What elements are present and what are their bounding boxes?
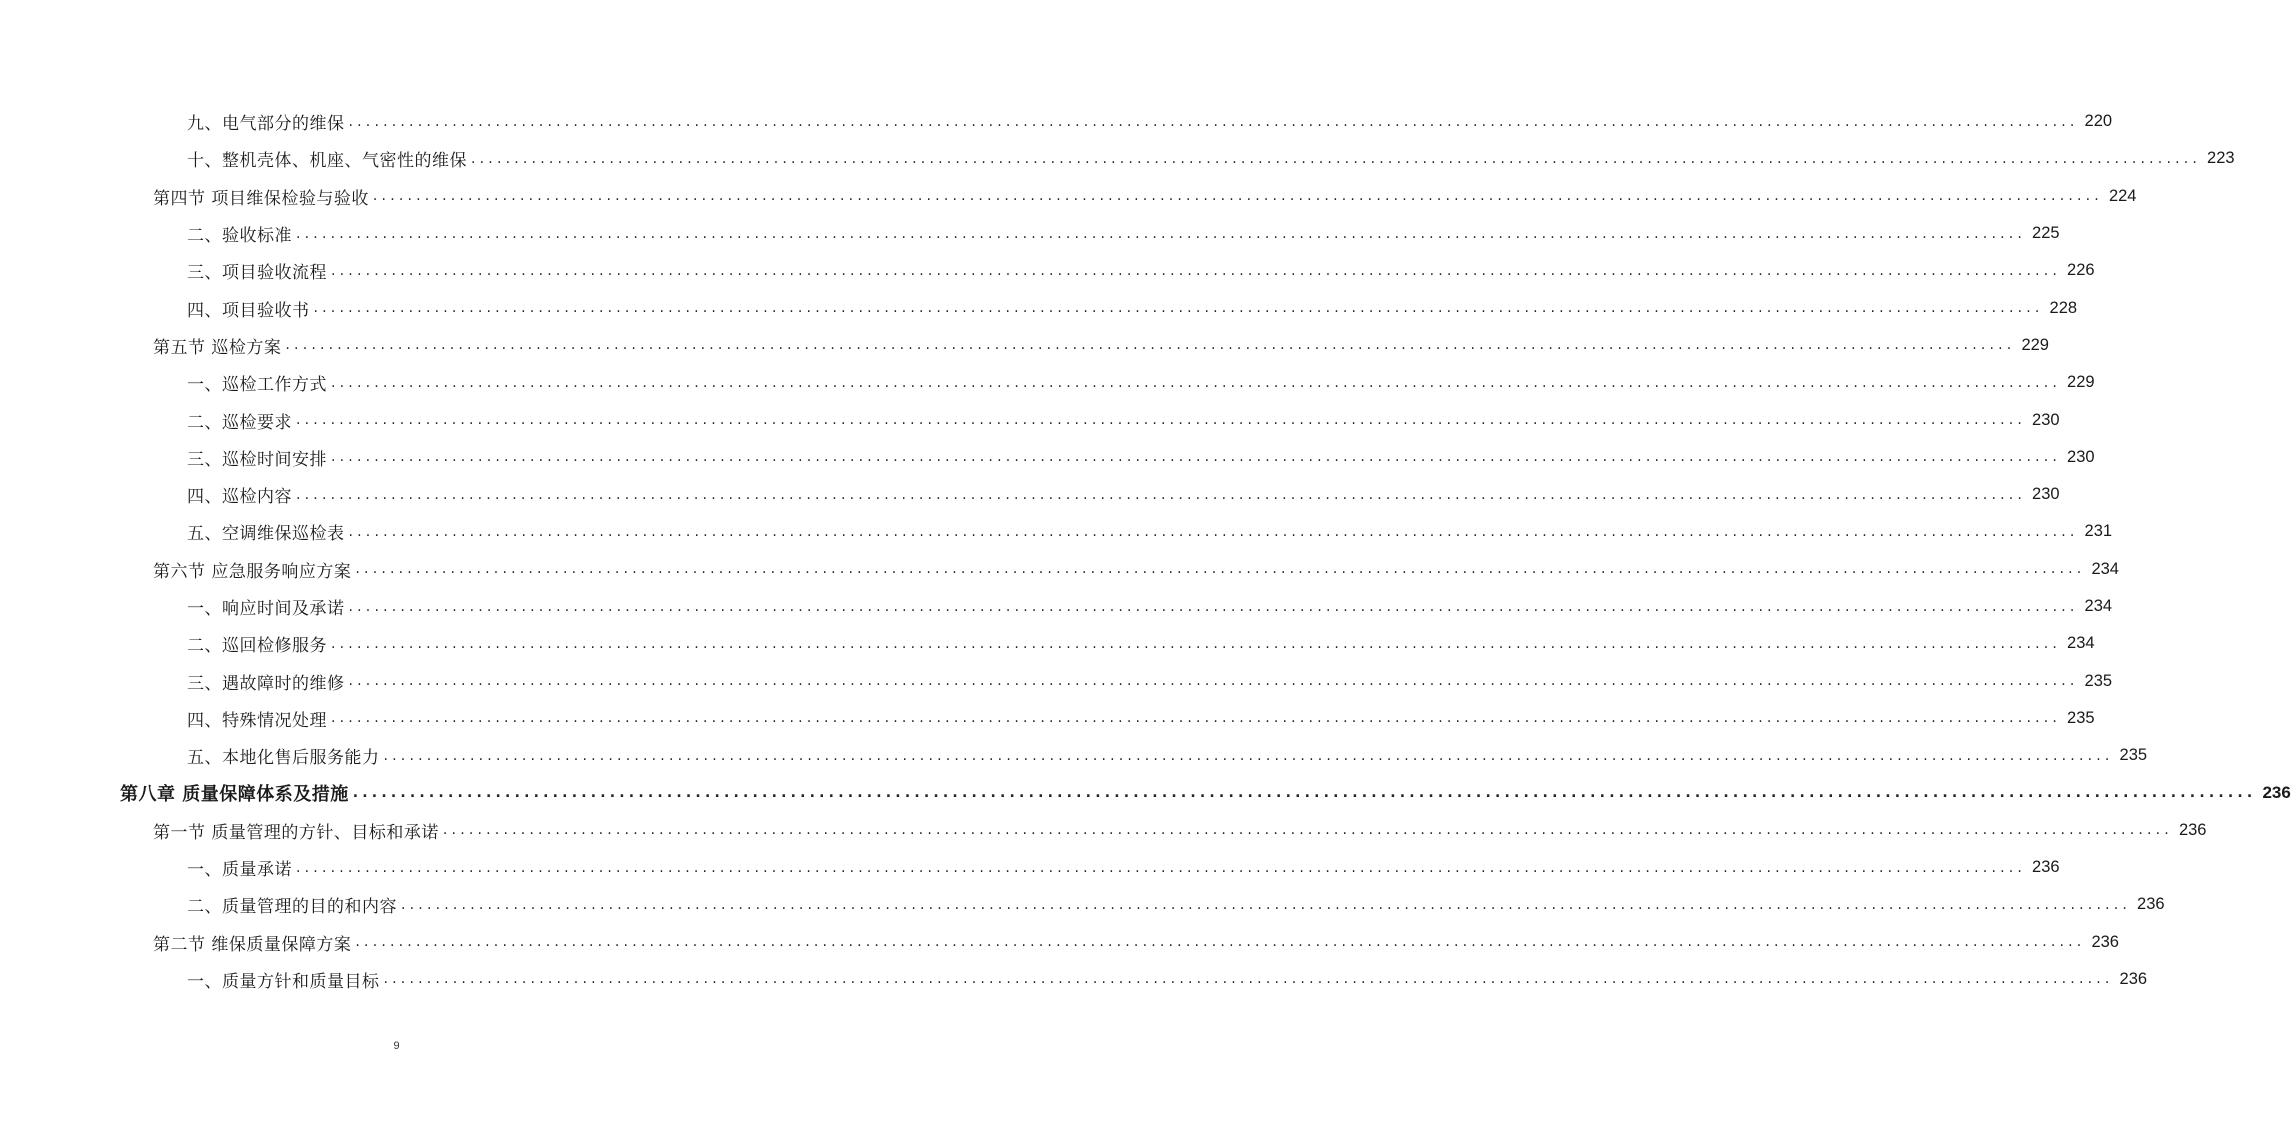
toc-dot-leader: ........................................................................................................................................................................................................	[401, 896, 2132, 913]
toc-entry[interactable]	[0, 774, 2291, 811]
toc-entry-page-number: 236	[2137, 895, 2165, 914]
toc-entry-label: 十、整机壳体、机座、气密性的维保	[187, 146, 469, 171]
toc-entry[interactable]	[0, 289, 2078, 326]
toc-entry-label: 一、响应时间及承诺	[187, 594, 347, 619]
toc-entry[interactable]	[0, 476, 2060, 513]
toc-entry[interactable]	[0, 588, 2113, 625]
toc-dot-leader: ........................................................................................................................................................................................................	[471, 150, 2202, 167]
toc-entry-label: 二、巡检要求	[187, 408, 294, 433]
toc-entry[interactable]	[0, 364, 2095, 401]
toc-entry-page-number: 220	[2084, 112, 2113, 131]
toc-entry-page-number: 225	[2032, 224, 2060, 243]
toc-entry[interactable]	[0, 252, 2095, 289]
toc-entry-page-number: 236	[2091, 932, 2119, 951]
toc-dot-leader: ........................................................................................................................................................................................................	[348, 113, 2079, 130]
toc-entry-label: 第八章 质量保障体系及措施	[120, 780, 351, 806]
toc-entry-label: 二、质量管理的目的和内容	[187, 892, 399, 917]
toc-entry-page-number: 236	[2119, 969, 2148, 988]
toc-entry[interactable]	[0, 700, 2095, 737]
toc-entry[interactable]	[0, 439, 2095, 476]
toc-entry[interactable]	[0, 849, 2060, 886]
toc-entry-label: 第五节 巡检方案	[153, 333, 283, 358]
toc-dot-leader: ........................................................................................................................................................................................................	[285, 337, 2016, 354]
toc-entry-label: 四、巡检内容	[187, 482, 294, 507]
toc-entry-label: 四、项目验收书	[187, 296, 312, 321]
toc-dot-leader: ........................................................................................................................................................................................................	[331, 635, 2062, 652]
toc-entry-label: 一、质量方针和质量目标	[187, 967, 382, 992]
toc-dot-leader: ........................................................................................................................................................................................................	[355, 561, 2086, 578]
toc-dot-leader: ........................................................................................................................................................................................................	[296, 225, 2027, 242]
toc-dot-leader: ........................................................................................................................................................................................................	[296, 486, 2027, 503]
toc-dot-leader: ........................................................................................................................................................................................................	[296, 859, 2027, 876]
toc-dot-leader: ........................................................................................................................................................................................................	[331, 262, 2062, 279]
toc-entry[interactable]	[0, 140, 2235, 177]
toc-entry[interactable]	[0, 551, 2119, 588]
toc-entry-page-number: 223	[2207, 149, 2235, 168]
toc-entry-label: 三、项目验收流程	[187, 258, 329, 283]
toc-entry[interactable]	[0, 812, 2207, 849]
toc-entry-page-number: 235	[2067, 708, 2095, 727]
toc-entry-page-number: 235	[2119, 746, 2148, 765]
toc-entry[interactable]	[0, 327, 2049, 364]
toc-dot-leader: ........................................................................................................................................................................................................	[383, 747, 2114, 764]
toc-entry-page-number: 224	[2108, 186, 2137, 205]
toc-entry-page-number: 228	[2049, 298, 2078, 317]
toc-dot-leader: ........................................................................................................................................................................................................	[331, 710, 2062, 727]
toc-dot-leader: ........................................................................................................................................................................................................	[372, 188, 2103, 205]
toc-entry[interactable]	[0, 924, 2119, 961]
toc-entry[interactable]	[0, 103, 2113, 140]
toc-entry-page-number: 230	[2032, 410, 2060, 429]
toc-dot-leader: ........................................................................................................................................................................................................	[383, 971, 2114, 988]
table-of-contents	[0, 103, 2291, 998]
toc-dot-leader: ........................................................................................................................................................................................................	[313, 300, 2044, 317]
toc-entry-page-number: 231	[2084, 522, 2113, 541]
toc-entry[interactable]	[0, 737, 2148, 774]
toc-entry-page-number: 235	[2084, 671, 2113, 690]
toc-dot-leader: ........................................................................................................................................................................................................	[442, 822, 2173, 839]
toc-entry-label: 九、电气部分的维保	[187, 109, 347, 134]
page-number: 9	[393, 1040, 400, 1052]
toc-entry-page-number: 229	[2021, 335, 2049, 354]
toc-entry[interactable]	[0, 961, 2148, 998]
toc-dot-leader: ........................................................................................................................................................................................................	[296, 412, 2027, 429]
toc-dot-leader: ........................................................................................................................................................................................................	[348, 523, 2079, 540]
toc-entry-label: 三、遇故障时的维修	[187, 669, 347, 694]
toc-entry-label: 第四节 项目维保检验与验收	[153, 184, 371, 209]
toc-dot-leader: ........................................................................................................................................................................................................	[331, 449, 2062, 466]
toc-entry-label: 五、本地化售后服务能力	[187, 743, 382, 768]
toc-dot-leader: ........................................................................................................................................................................................................	[331, 374, 2062, 391]
toc-entry-page-number: 236	[2178, 820, 2207, 839]
toc-entry-page-number: 236	[2032, 858, 2060, 877]
toc-entry-label: 四、特殊情况处理	[187, 706, 329, 731]
toc-dot-leader: ........................................................................................................................................................................................................	[355, 934, 2086, 951]
toc-entry[interactable]	[0, 625, 2095, 662]
toc-entry-page-number: 226	[2067, 261, 2095, 280]
toc-entry-page-number: 234	[2084, 597, 2113, 615]
toc-entry-page-number: 234	[2091, 559, 2119, 578]
toc-entry[interactable]	[0, 886, 2165, 923]
toc-entry-label: 第一节 质量管理的方针、目标和承诺	[153, 818, 441, 843]
toc-entry-page-number: 234	[2067, 634, 2095, 653]
toc-entry[interactable]	[0, 215, 2060, 252]
toc-entry-page-number: 229	[2067, 373, 2095, 392]
toc-entry[interactable]	[0, 178, 2137, 215]
toc-entry-page-number: 230	[2032, 485, 2060, 504]
toc-entry-label: 二、巡回检修服务	[187, 631, 329, 656]
toc-entry-label: 第六节 应急服务响应方案	[153, 557, 353, 582]
toc-entry-label: 一、巡检工作方式	[187, 370, 329, 395]
toc-dot-leader: ........................................................................................................................................................................................................	[348, 673, 2079, 690]
toc-entry-page-number: 236	[2262, 782, 2291, 802]
toc-entry-label: 五、空调维保巡检表	[187, 519, 347, 544]
toc-entry[interactable]	[0, 401, 2060, 438]
toc-entry-label: 二、验收标准	[187, 221, 294, 246]
toc-entry-label: 三、巡检时间安排	[187, 445, 329, 470]
toc-entry[interactable]	[0, 513, 2113, 550]
toc-entry[interactable]	[0, 662, 2113, 699]
toc-entry-label: 一、质量承诺	[187, 855, 294, 880]
toc-dot-leader: ........................................................................................................................................................................................................	[348, 598, 2079, 615]
toc-entry-label: 第二节 维保质量保障方案	[153, 930, 353, 955]
toc-entry-page-number: 230	[2067, 447, 2095, 466]
toc-dot-leader: ........................................................................................................................................................................................................	[352, 784, 2257, 801]
